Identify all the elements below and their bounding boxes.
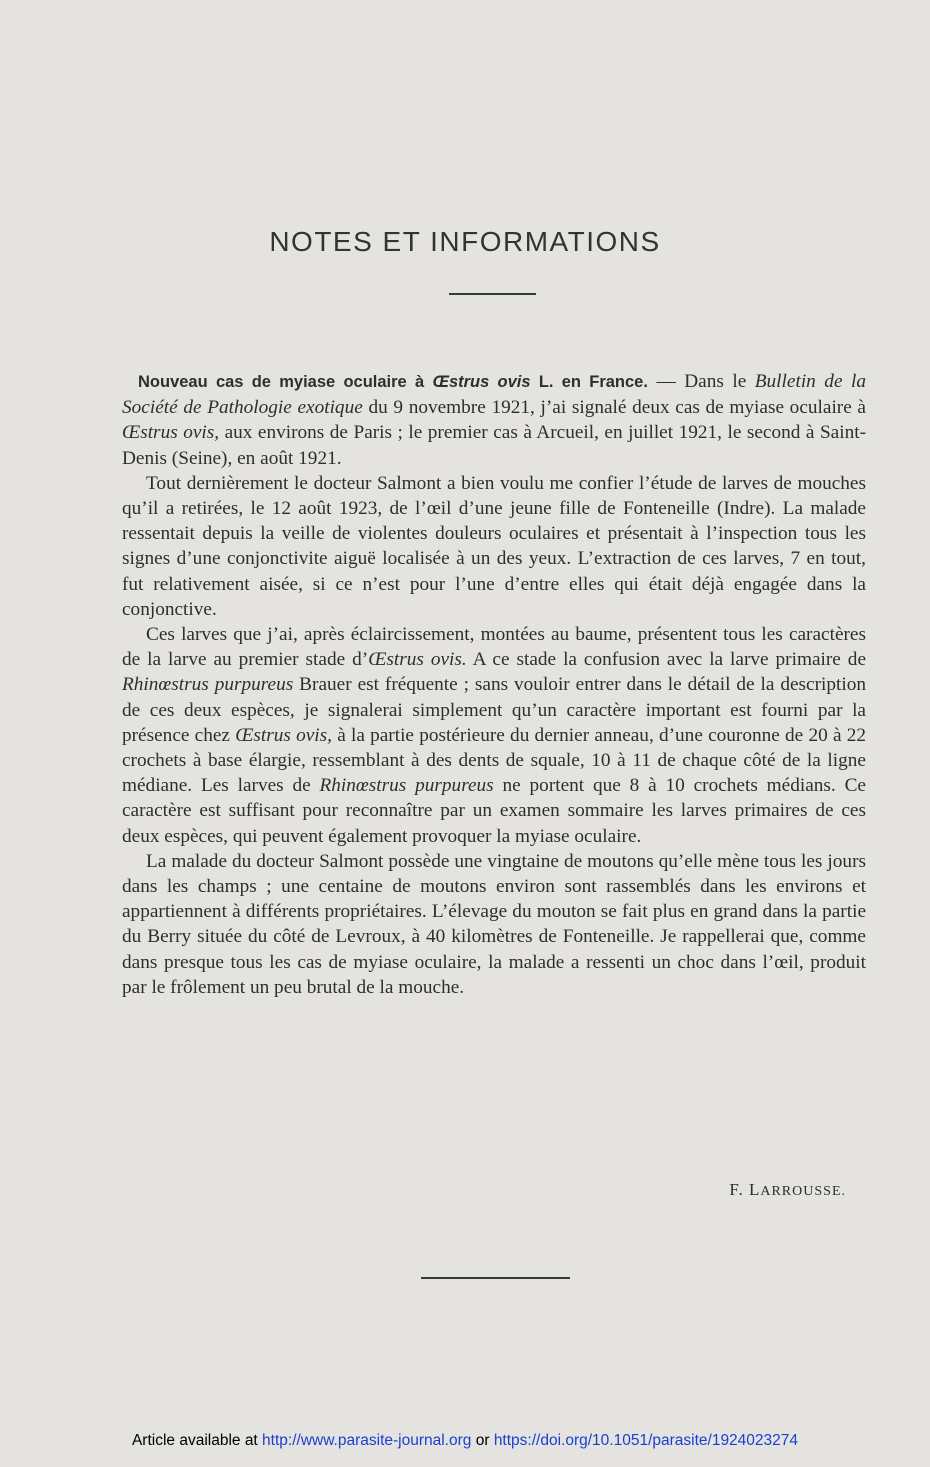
paragraph-3: Ces larves que j’ai, après éclaircissement, montées au baume, présentent tous les caractères de la larve au premier stade d’Œstrus ovis. A ce stade la confusion avec la larve primaire de Rhinœstrus purpureus Brauer est fréquente ; sans vouloir entrer dans le détail de la description de ces deux espèces, je signalerai simplement qu’un caractère important est fourni par la présence chez Œstrus ovis, à la partie postérieure du dernier anneau, d’une couronne de 20 à 22 crochets à base élargie, ressemblant à des dents de squale, 10 à 11 de chaque côté de la ligne médiane. Les larves de Rhinœstrus purpureus ne portent que 8 à 10 crochets médians. Ce caractère est suffisant pour reconnaître par un examen sommaire les larves primaires de ces deux espèces, qui peuvent également provoquer la myiase oculaire. <box>122 624 867 847</box>
species-name: Rhinœstrus purpureus <box>122 674 294 696</box>
article-title: Nouveau cas de myiase oculaire à Œstrus ovis L. en France. <box>138 373 648 391</box>
paragraph-1: Nouveau cas de myiase oculaire à Œstrus ovis L. en France. — Dans le Bulletin de la Société de Pathologie exotique du 9 novembre 1921, j’ai signalé deux cas de myiase oculaire à Œstrus ovis, aux environs de Paris ; le premier cas à Arcueil, en juillet 1921, le second à Saint-Denis (Seine), en août 1921. <box>122 371 866 469</box>
species-name: Rhinœstrus purpureus <box>319 775 494 797</box>
species-name: Œstrus ovis, <box>122 422 220 444</box>
doi-link[interactable]: https://doi.org/10.1051/parasite/1924023274 <box>493 1432 799 1449</box>
heading-divider <box>449 293 536 295</box>
journal-link[interactable]: http://www.parasite-journal.org <box>262 1432 472 1449</box>
section-heading: NOTES ET INFORMATIONS <box>269 226 661 257</box>
article-body <box>122 369 866 1000</box>
author-signature: F. LARROUSSE. <box>729 1180 846 1199</box>
species-name: Œstrus ovis, <box>235 724 332 746</box>
paragraph-4: La malade du docteur Salmont possède une vingtaine de moutons qu’elle mène tous les jours dans les champs ; une centaine de moutons environ sont rassemblés dans les environs et appartiennent à différents propriétaires. L’élevage du mouton se fait plus en grand dans la partie du Berry située du côté de Levroux, à 40 kilomètres de Fonteneille. Je rappellerai que, comme dans presque tous les cas de myiase oculaire, la malade a ressenti un choc dans l’œil, produit par le frôlement un peu brutal de la mouche. <box>122 850 866 998</box>
paragraph-2: Tout dernièrement le docteur Salmont a bien voulu me confier l’étude de larves de mouches qu’il a retirées, le 12 août 1923, de l’œil d’une jeune fille de Fonteneille (Indre). La malade ressentait depuis la veille de violentes douleurs oculaires et présentait à l’inspection tous les signes d’une conjonctivite aiguë localisée à un des yeux. L’extraction de ces larves, 7 en tout, fut relativement aisée, si ce n’est pour l’une d’entre elles qui était déjà engagée dans la conjonctive. <box>122 472 866 620</box>
bulletin-title: Bulletin de la Société de Pathologie exotique <box>122 371 866 419</box>
closing-divider <box>421 1277 570 1279</box>
availability-footer: Article available at http://www.parasite-journal.org or https://doi.org/10.1051/parasite/1924023274 <box>131 1432 799 1449</box>
title-species: Œstrus ovis <box>432 373 531 391</box>
species-name: Œstrus ovis. <box>368 649 467 671</box>
